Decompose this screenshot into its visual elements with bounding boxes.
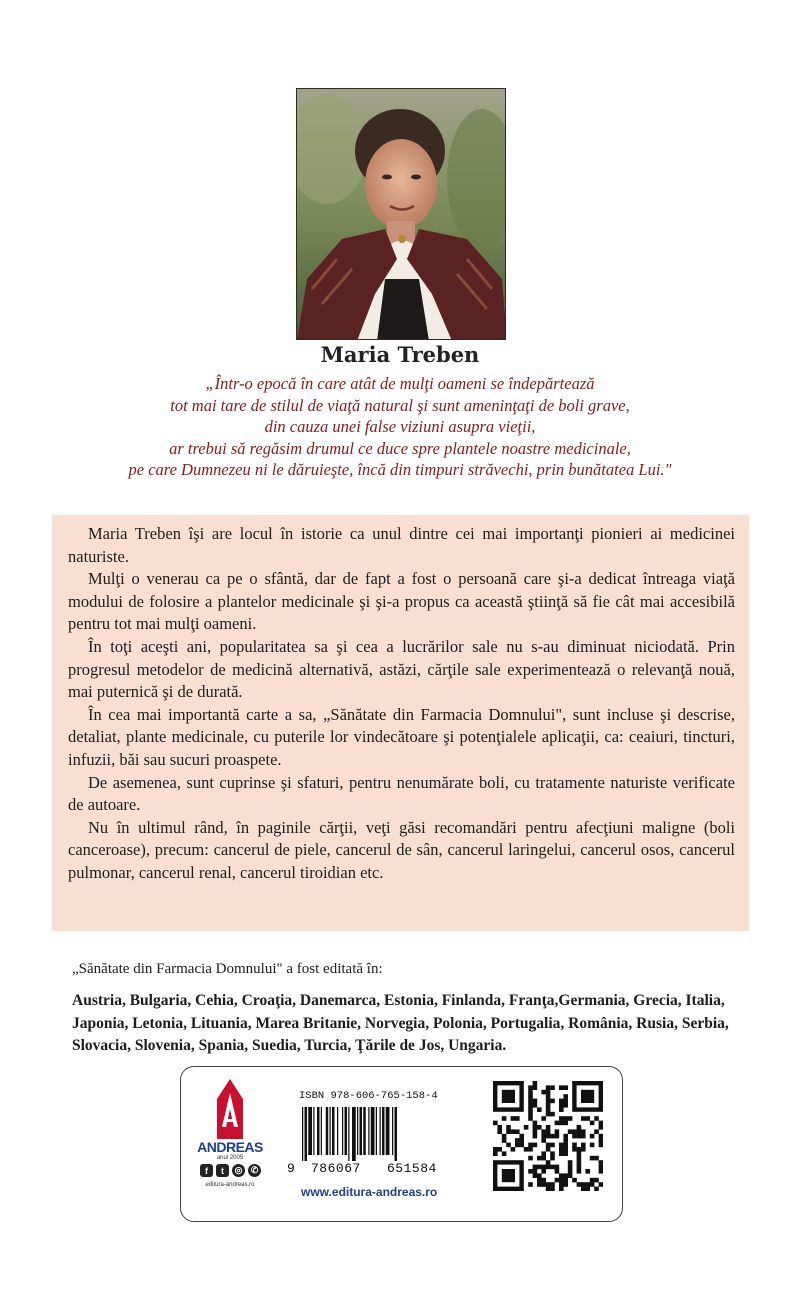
isbn-label: ISBN 978-606-765-158-4 [299, 1090, 438, 1102]
author-name: Maria Treben [320, 342, 480, 367]
description-paragraph: Maria Treben îşi are locul în istorie ca unul dintre cei mai importanţi pionieri ai medicinei naturiste. [68, 524, 735, 566]
andreas-logo-icon [217, 1079, 243, 1144]
barcode-digits-left: 786067 [311, 1161, 361, 1176]
description-paragraph: Mulţi o venerau ca pe o sfântă, dar de fapt a fost o persoană care şi-a dedicat întreaga viaţă modului de folosire a plantelor medicinale şi şi-a propus ca această ştiinţă să fie cât mai accesibilă pentru tot mai mulţi oameni. [68, 569, 735, 634]
description-paragraph: Nu în ultimul rând, în paginile cărţii, veţi găsi recomandări pentru afecţiuni maligne (boli canceroase), precum: cancerul de piele, cancerul de sân, cancerul laringelui, cancerul osos, cancerul pulmonar, cancerul renal, cancerul tiroidian etc. [68, 817, 735, 882]
publisher-site-small: editura-andreas.ro [205, 1182, 255, 1188]
quote-line: tot mai tare de stilul de viaţă natural şi sunt ameninţaţi de boli grave, [170, 395, 630, 415]
whatsapp-icon[interactable]: ✆ [248, 1164, 261, 1177]
quote-line: „Într-o epocă în care atât de mulţi oameni se îndepărtează [205, 374, 595, 393]
social-icons [200, 1164, 261, 1177]
description-paragraph: În cea mai importantă carte a sa, „Sănătate din Farmacia Domnului", sunt incluse şi descrise, detaliat, plante medicinale, cu puterile lor vindecătoare şi potenţialele aplicaţii, ca: ceaiuri, tincturi, infuzii, băi sau sucuri proaspete. [68, 704, 735, 769]
quote-line: pe care Dumnezeu ni le dăruieşte, încă din timpuri străvechi, prin bunătatea Lui." [128, 460, 672, 479]
description-panel [52, 515, 749, 931]
twitter-icon[interactable]: t [216, 1164, 229, 1177]
description-paragraph: În toţi aceşti ani, popularitatea sa şi cea a lucrărilor sale nu s-au diminuat niciodată. Prin progresul metodelor de medicină alternativă, astăzi, cărţile sale experimentează o relevanţă nouă, mai puternică şi de durată. [68, 636, 735, 702]
author-photo [296, 88, 506, 340]
barcode-digits-right: 651584 [387, 1161, 437, 1176]
barcode-digit-first: 9 [287, 1161, 295, 1176]
barcode-box [180, 1066, 623, 1222]
author-quote [40, 373, 760, 481]
barcode-bars [298, 1107, 448, 1161]
instagram-icon[interactable]: ◎ [232, 1164, 245, 1177]
qr-code-icon [493, 1081, 603, 1191]
publisher-website[interactable]: www.editura-andreas.ro [301, 1185, 438, 1199]
editions-countries: Austria, Bulgaria, Cehia, Croaţia, Danemarca, Estonia, Finlanda, Franţa,Germania, Grecia, Italia, Japonia, Letonia, Lituania, Marea Britanie, Norvegia, Polonia, Portugalia, România, Rusia, Serbia, Slovacia, Slovenia, Spania, Suedia, Turcia, Ţările de Jos, Ungaria. [72, 992, 729, 1054]
publisher-since: anul 2005 [216, 1155, 244, 1161]
description-paragraph: De asemenea, sunt cuprinse şi sfaturi, pentru nenumărate boli, cu tratamente naturiste verificate de autoare. [68, 772, 735, 815]
facebook-icon[interactable]: f [200, 1164, 213, 1177]
quote-line: ar trebui să regăsim drumul ce duce spre plantele noastre medicinale, [169, 438, 631, 458]
quote-line: din cauza unei false viziuni asupra vieţii, [264, 417, 536, 436]
editions-title: „Sănătate din Farmacia Domnului" a fost editată în: [72, 961, 383, 977]
publisher-name: ANDREAS [197, 1139, 263, 1155]
